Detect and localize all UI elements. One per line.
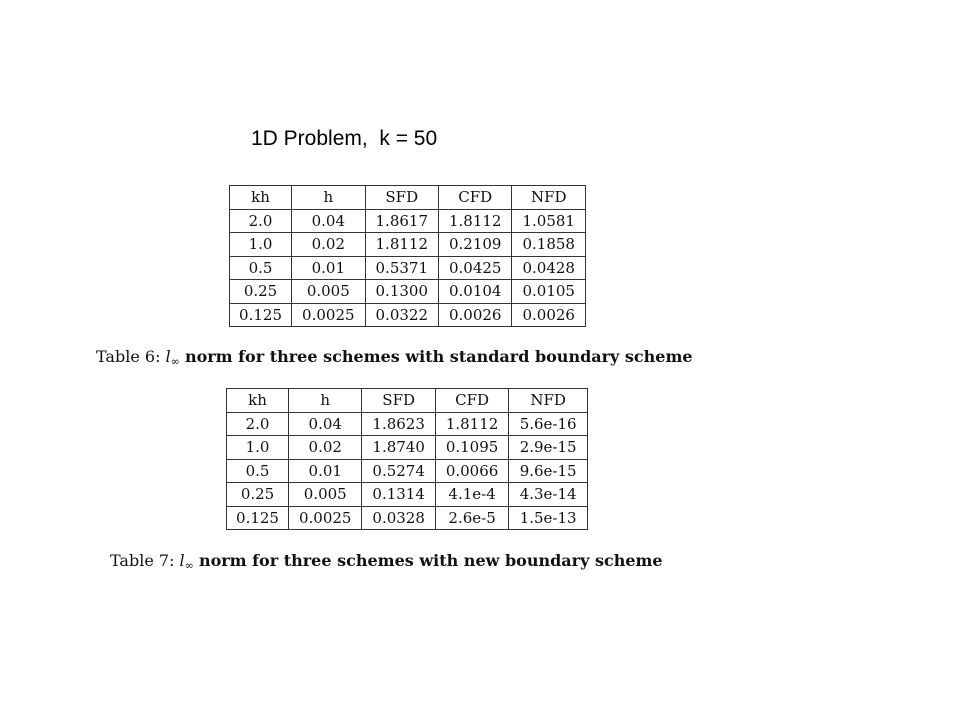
- cell-kh: 0.125: [230, 303, 292, 327]
- cell-cfd: 1.8112: [439, 209, 512, 233]
- cell-kh: 1.0: [227, 436, 289, 460]
- cell-h: 0.01: [292, 256, 365, 280]
- cell-nfd: 0.0428: [512, 256, 586, 280]
- table-row: [230, 280, 586, 304]
- cell-cfd: 0.1095: [435, 436, 508, 460]
- cell-sfd: 1.8740: [362, 436, 435, 460]
- table-row: [227, 459, 588, 483]
- table-7-caption: [110, 551, 663, 572]
- cell-cfd: 0.0066: [435, 459, 508, 483]
- cell-sfd: 0.1314: [362, 483, 435, 507]
- cell-h: 0.005: [292, 280, 365, 304]
- cell-h: 0.04: [292, 209, 365, 233]
- cell-nfd: 4.3e-14: [509, 483, 588, 507]
- cell-nfd: 9.6e-15: [509, 459, 588, 483]
- cell-h: 0.04: [289, 412, 362, 436]
- cell-cfd: 4.1e-4: [435, 483, 508, 507]
- column-header-cfd: CFD: [439, 186, 512, 210]
- column-header-cfd: CFD: [435, 389, 508, 413]
- slide-title: 1D Problem, k = 50: [251, 127, 438, 150]
- column-header-h: h: [289, 389, 362, 413]
- cell-sfd: 0.0322: [365, 303, 438, 327]
- table-6-caption: [96, 347, 693, 368]
- column-header-nfd: NFD: [509, 389, 588, 413]
- infinity-subscript: ∞: [170, 355, 180, 368]
- cell-nfd: 5.6e-16: [509, 412, 588, 436]
- results-table-7: [226, 388, 588, 530]
- column-header-kh: kh: [230, 186, 292, 210]
- cell-cfd: 0.0104: [439, 280, 512, 304]
- cell-h: 0.01: [289, 459, 362, 483]
- caption-label: Table 6:: [96, 347, 161, 366]
- column-header-sfd: SFD: [365, 186, 438, 210]
- cell-sfd: 0.5274: [362, 459, 435, 483]
- table-row: [230, 256, 586, 280]
- cell-cfd: 1.8112: [435, 412, 508, 436]
- results-table-6: [229, 185, 586, 327]
- cell-sfd: 0.5371: [365, 256, 438, 280]
- cell-kh: 2.0: [227, 412, 289, 436]
- cell-cfd: 2.6e-5: [435, 506, 508, 530]
- table-row: [227, 412, 588, 436]
- table-header-row: [230, 186, 586, 210]
- cell-sfd: 1.8617: [365, 209, 438, 233]
- column-header-kh: kh: [227, 389, 289, 413]
- table-row: [230, 303, 586, 327]
- cell-kh: 2.0: [230, 209, 292, 233]
- infinity-subscript: ∞: [184, 559, 194, 572]
- caption-text: norm for three schemes with standard boundary scheme: [184, 347, 693, 366]
- table-row: [230, 233, 586, 257]
- cell-kh: 0.25: [227, 483, 289, 507]
- cell-h: 0.005: [289, 483, 362, 507]
- cell-sfd: 0.0328: [362, 506, 435, 530]
- cell-kh: 0.125: [227, 506, 289, 530]
- column-header-nfd: NFD: [512, 186, 586, 210]
- table-row: [227, 483, 588, 507]
- column-header-h: h: [292, 186, 365, 210]
- cell-h: 0.02: [292, 233, 365, 257]
- cell-sfd: 0.1300: [365, 280, 438, 304]
- norm-symbol: l: [179, 551, 185, 570]
- table-header-row: [227, 389, 588, 413]
- table-row: [227, 506, 588, 530]
- cell-nfd: 0.0105: [512, 280, 586, 304]
- table-row: [227, 436, 588, 460]
- cell-kh: 0.25: [230, 280, 292, 304]
- cell-sfd: 1.8112: [365, 233, 438, 257]
- cell-kh: 1.0: [230, 233, 292, 257]
- cell-nfd: 0.0026: [512, 303, 586, 327]
- column-header-sfd: SFD: [362, 389, 435, 413]
- cell-nfd: 2.9e-15: [509, 436, 588, 460]
- cell-nfd: 0.1858: [512, 233, 586, 257]
- cell-h: 0.0025: [289, 506, 362, 530]
- caption-text: norm for three schemes with new boundary scheme: [198, 551, 663, 570]
- cell-h: 0.02: [289, 436, 362, 460]
- cell-nfd: 1.5e-13: [509, 506, 588, 530]
- cell-nfd: 1.0581: [512, 209, 586, 233]
- cell-sfd: 1.8623: [362, 412, 435, 436]
- norm-symbol: l: [165, 347, 171, 366]
- cell-cfd: 0.0425: [439, 256, 512, 280]
- table-row: [230, 209, 586, 233]
- cell-h: 0.0025: [292, 303, 365, 327]
- caption-label: Table 7:: [110, 551, 175, 570]
- cell-kh: 0.5: [227, 459, 289, 483]
- cell-kh: 0.5: [230, 256, 292, 280]
- cell-cfd: 0.2109: [439, 233, 512, 257]
- cell-cfd: 0.0026: [439, 303, 512, 327]
